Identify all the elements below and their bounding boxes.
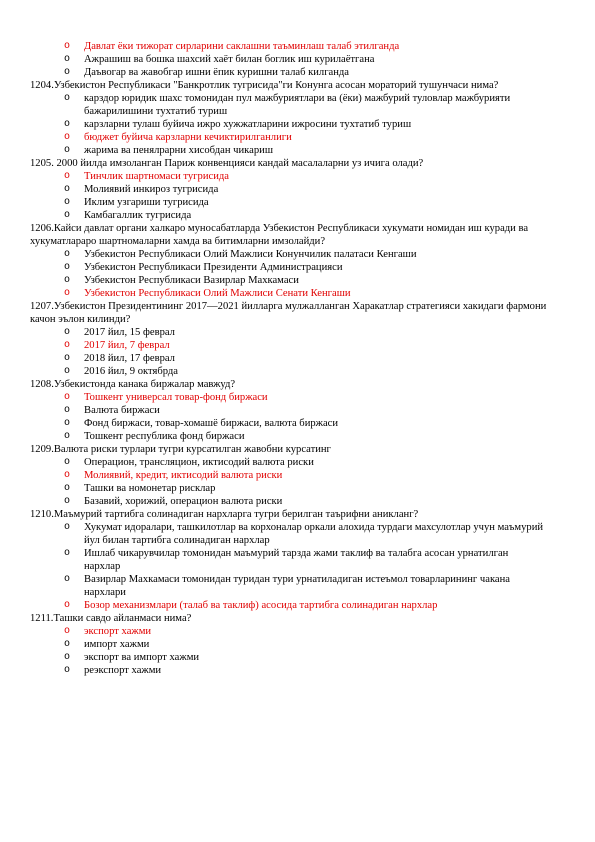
- answer-option-text: Узбекистон Республикаси Вазирлар Махкамаси: [84, 275, 299, 286]
- bullet-icon: o: [64, 600, 71, 611]
- answer-option: [0, 209, 595, 222]
- answer-option-correct: [0, 131, 595, 144]
- bullet-icon: o: [64, 210, 71, 221]
- answer-option: [0, 248, 595, 261]
- answer-option: [0, 495, 595, 508]
- answer-option: [0, 352, 595, 365]
- bullet-icon: o: [64, 184, 71, 195]
- question: [0, 508, 595, 521]
- question: [0, 157, 595, 170]
- bullet-icon: o: [64, 41, 71, 52]
- answer-option-text: Фонд биржаси, товар-хомашё биржаси, валюта биржаси: [84, 418, 339, 429]
- question-number: 1208.: [30, 379, 54, 390]
- question-number: 1205.: [30, 158, 54, 169]
- bullet-icon: o: [64, 405, 71, 416]
- bullet-icon: o: [64, 171, 71, 182]
- bullet-icon: o: [64, 327, 71, 338]
- answer-option: [0, 417, 595, 430]
- answer-option-text: Вазирлар Махкамаси томонидан туридан тури урнатиладиган истеъмол товарларининг чакана нархлари: [84, 574, 511, 598]
- bullet-icon: o: [64, 132, 71, 143]
- bullet-icon: o: [64, 626, 71, 637]
- answer-option-text: Узбекистон Республикаси Олий Мажлиси Сенати Кенгаши: [84, 288, 351, 299]
- answer-options-list: [0, 521, 595, 612]
- answer-option: [0, 651, 595, 664]
- answer-options-list: [0, 40, 595, 79]
- question-number: 1209.: [30, 444, 54, 455]
- bullet-icon: o: [64, 67, 71, 78]
- answer-option: [0, 430, 595, 443]
- question-number: 1204.: [30, 80, 54, 91]
- answer-option: [0, 638, 595, 651]
- answer-option-text: Ишлаб чикарувчилар томонидан маъмурий тарзда жами таклиф ва талабга асосан урнатилган нархлар: [84, 548, 509, 572]
- answer-option: [0, 404, 595, 417]
- answer-option-text: Операцион, трансляцион, иктисодий валюта риски: [84, 457, 314, 468]
- answer-options-list: [0, 326, 595, 378]
- question-text: 2000 йилда имзоланган Париж конвенцияси кандай масалаларни уз ичига олади?: [53, 158, 424, 169]
- question-text: Ташки савдо айланмаси нима?: [53, 613, 192, 624]
- question-text: Узбекистонда канака биржалар мавжуд?: [53, 379, 236, 390]
- answer-option-text: Хукумат идоралари, ташкилотлар ва корхоналар оркали алохида турдаги махсулотлар учун маъмурий йул билан тартибга солинадиган нархлар: [84, 522, 544, 546]
- answer-option-text: Даъвогар ва жавобгар ишни ёпик куришни талаб килганда: [84, 67, 350, 78]
- bullet-icon: o: [64, 496, 71, 507]
- answer-option: [0, 274, 595, 287]
- question-text: Валюта риски турлари тугри курсатилган жавобни курсатинг: [53, 444, 331, 455]
- bullet-icon: o: [64, 353, 71, 364]
- answer-option-correct: [0, 599, 595, 612]
- bullet-icon: o: [64, 431, 71, 442]
- answer-options-list: [0, 625, 595, 677]
- answer-option-text: Молиявий инкироз тугрисида: [84, 184, 219, 195]
- answer-option-text: Тинчлик шартномаси тугрисида: [84, 171, 229, 182]
- document-body: [0, 40, 595, 677]
- bullet-icon: o: [64, 262, 71, 273]
- bullet-icon: o: [64, 665, 71, 676]
- bullet-icon: o: [64, 418, 71, 429]
- question: [0, 300, 595, 326]
- answer-option: [0, 456, 595, 469]
- bullet-icon: o: [64, 457, 71, 468]
- bullet-icon: o: [64, 470, 71, 481]
- bullet-icon: o: [64, 574, 71, 585]
- answer-option: [0, 144, 595, 157]
- bullet-icon: o: [64, 522, 71, 533]
- answer-option: [0, 482, 595, 495]
- answer-option-text: карзларни тулаш буйича ижро хужжатларини ижросини тухтатиб туриш: [84, 119, 412, 130]
- bullet-icon: o: [64, 340, 71, 351]
- answer-option: [0, 196, 595, 209]
- answer-option-text: Узбекистон Республикаси Президенти Администрацияси: [84, 262, 343, 273]
- answer-option: [0, 521, 595, 547]
- bullet-icon: o: [64, 639, 71, 650]
- answer-option-text: Бозор механизмлари (талаб ва таклиф) асосида тартибга солинадиган нархлар: [84, 600, 438, 611]
- bullet-icon: o: [64, 652, 71, 663]
- answer-option-text: Давлат ёки тижорат сирларини саклашни таъминлаш талаб этилганда: [84, 41, 400, 52]
- answer-option-correct: [0, 287, 595, 300]
- answer-option-text: Ташки ва номонетар рисклар: [84, 483, 216, 494]
- question: [0, 612, 595, 625]
- answer-option-text: Узбекистон Республикаси Олий Мажлиси Конунчилик палатаси Кенгаши: [84, 249, 417, 260]
- question: [0, 443, 595, 456]
- bullet-icon: o: [64, 197, 71, 208]
- bullet-icon: o: [64, 366, 71, 377]
- answer-option: [0, 183, 595, 196]
- bullet-icon: o: [64, 548, 71, 559]
- answer-option-text: Ажрашиш ва бошка шахсий хаёт билан боглик иш курилаётганa: [84, 54, 375, 65]
- answer-option-text: Тошкент республика фонд биржаси: [84, 431, 245, 442]
- answer-option-text: Молиявий, кредит, иктисодий валюта риски: [84, 470, 283, 481]
- answer-options-list: [0, 391, 595, 443]
- answer-option-text: бюджет буйича карзларни кечиктирилганлиги: [84, 132, 292, 143]
- answer-option-text: 2018 йил, 17 феврал: [84, 353, 175, 364]
- question: [0, 79, 595, 92]
- answer-option: [0, 326, 595, 339]
- answer-options-list: [0, 170, 595, 222]
- answer-option-text: 2016 йил, 9 октябрда: [84, 366, 179, 377]
- question-number: 1210.: [30, 509, 54, 520]
- answer-option: [0, 66, 595, 79]
- answer-options-list: [0, 248, 595, 300]
- bullet-icon: o: [64, 392, 71, 403]
- answer-options-list: [0, 456, 595, 508]
- answer-option-text: экспорт хажми: [84, 626, 152, 637]
- bullet-icon: o: [64, 275, 71, 286]
- bullet-icon: o: [64, 119, 71, 130]
- question-text: Маъмурий тартибга солинадиган нархларга тугри берилган таърифни аникланг?: [53, 509, 419, 520]
- answer-option: [0, 573, 595, 599]
- answer-option: [0, 365, 595, 378]
- answer-option-correct: [0, 170, 595, 183]
- answer-option: [0, 261, 595, 274]
- answer-option-correct: [0, 339, 595, 352]
- answer-option-text: реэкспорт хажми: [84, 665, 162, 676]
- answer-option-text: 2017 йил, 15 феврал: [84, 327, 175, 338]
- question: [0, 378, 595, 391]
- answer-option-correct: [0, 469, 595, 482]
- answer-option-correct: [0, 391, 595, 404]
- answer-option: [0, 547, 595, 573]
- answer-options-list: [0, 92, 595, 157]
- bullet-icon: o: [64, 54, 71, 65]
- answer-option-text: Тошкент универсал товар-фонд биржаси: [84, 392, 268, 403]
- bullet-icon: o: [64, 249, 71, 260]
- answer-option-text: карздор юридик шахс томонидан пул мажбуриятлари ва (ёки) мажбурий туловлар мажбурияти бажарилишини тухтатиб туриш: [84, 93, 511, 117]
- bullet-icon: o: [64, 145, 71, 156]
- question-number: 1207.: [30, 301, 54, 312]
- answer-option-text: жарима ва пенялрарни хисобдан чикариш: [84, 145, 273, 156]
- bullet-icon: o: [64, 483, 71, 494]
- answer-option-text: Валюта биржаси: [84, 405, 160, 416]
- question-number: 1211.: [30, 613, 54, 624]
- question-text: Кайси давлат органи халкаро муносабатларда Узбекистон Республикаси хукумати номидан иш куради ва хукуматлараро шартномаларни хамда ва битимларни имзолайди?: [30, 223, 529, 247]
- question-number: 1206.: [30, 223, 54, 234]
- question-text: Узбекистон Президентининг 2017—2021 йилларга мулжалланган Харакатлар стратегияси хакидаги фармони качон эълон килинди?: [30, 301, 547, 325]
- question: [0, 222, 595, 248]
- question-text: Узбекистон Республикаси "Банкротлик тугрисида"ги Конунга асосан мораторий тушунчаси нима?: [53, 80, 499, 91]
- answer-option-correct: [0, 40, 595, 53]
- answer-option: [0, 53, 595, 66]
- answer-option-text: Базавий, хорижий, операцион валюта риски: [84, 496, 283, 507]
- answer-option-text: 2017 йил, 7 феврал: [84, 340, 170, 351]
- answer-option-text: Камбагаллик тугрисида: [84, 210, 192, 221]
- answer-option: [0, 118, 595, 131]
- answer-option-text: импорт хажми: [84, 639, 150, 650]
- answer-option: [0, 92, 595, 118]
- bullet-icon: o: [64, 288, 71, 299]
- bullet-icon: o: [64, 93, 71, 104]
- answer-option-correct: [0, 625, 595, 638]
- answer-option-text: экспорт ва импорт хажми: [84, 652, 200, 663]
- answer-option-text: Иклим узгариши тугрисида: [84, 197, 209, 208]
- answer-option: [0, 664, 595, 677]
